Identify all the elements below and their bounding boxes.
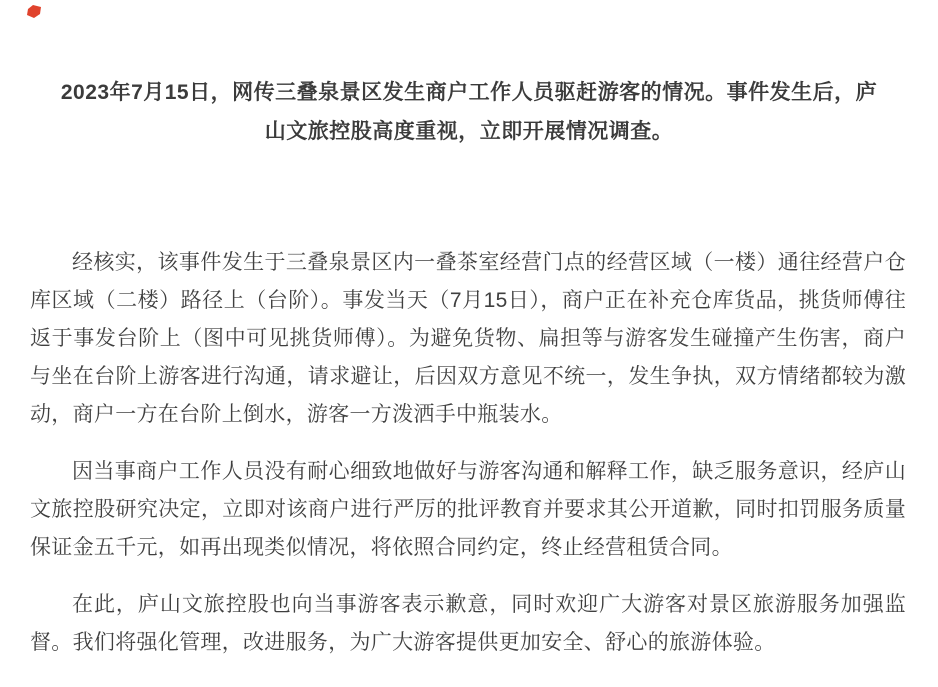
statement-body xyxy=(30,244,906,662)
red-corner-mark-icon xyxy=(27,5,42,18)
statement-paragraph-3: 在此，庐山文旅控股也向当事游客表示歉意，同时欢迎广大游客对景区旅游服务加强监督。我们将强化管理，改进服务，为广大游客提供更加安全、舒心的旅游体验。 xyxy=(30,593,906,654)
red-corner-mark-shape xyxy=(27,5,41,18)
statement-paragraph-1: 经核实，该事件发生于三叠泉景区内一叠茶室经营门点的经营区域（一楼）通往经营户仓库区域（二楼）路径上（台阶）。事发当天（7月15日），商户正在补充仓库货品，挑货师傅往返于事发台阶上（图中可见挑货师傅）。为避免货物、扁担等与游客发生碰撞产生伤害，商户与坐在台阶上游客进行沟通，请求避让，后因双方意见不统一，发生争执，双方情绪都较为激动，商户一方在台阶上倒水，游客一方泼洒手中瓶装水。 xyxy=(30,251,906,426)
statement-paragraph-2: 因当事商户工作人员没有耐心细致地做好与游客沟通和解释工作，缺乏服务意识，经庐山文旅控股研究决定，立即对该商户进行严厉的批评教育并要求其公开道歉，同时扣罚服务质量保证金五千元，如再出现类似情况，将依照合同约定，终止经营租赁合同。 xyxy=(30,460,906,559)
statement-headline: 2023年7月15日，网传三叠泉景区发生商户工作人员驱赶游客的情况。事件发生后，庐山文旅控股高度重视，立即开展情况调查。 xyxy=(60,81,878,143)
